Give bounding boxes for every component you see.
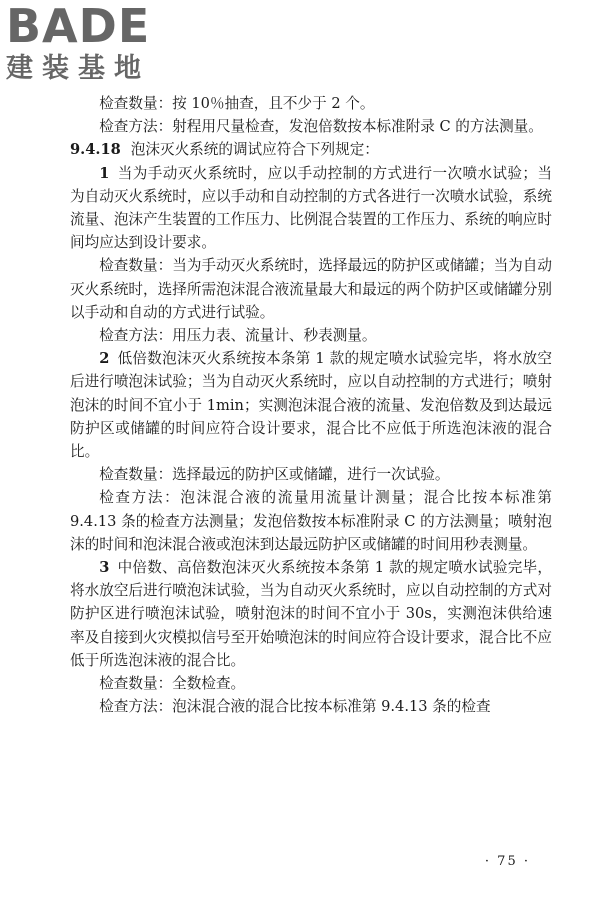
item-number: 3 bbox=[99, 559, 110, 577]
item-number: 1 bbox=[99, 164, 110, 182]
logo-wordmark bbox=[6, 0, 206, 53]
paragraph bbox=[70, 92, 552, 115]
paragraph-text: 检查方法：用压力表、流量计、秒表测量。 bbox=[99, 327, 377, 345]
document-body bbox=[70, 92, 552, 718]
list-item bbox=[70, 347, 552, 463]
logo-subtitle: 建装基地 bbox=[6, 53, 150, 84]
paragraph-text: 中倍数、高倍数泡沫灭火系统按本条第 1 款的规定喷水试验完毕，将水放空后进行喷泡沫试验，当为自动灭火系统时，应以自动控制的方式对防护区进行喷泡沫试验，喷射泡沫的时间不宜小于 30s，实测泡沫供给速率及自接到火灾模拟信号至开始喷泡沫的时间应符合设计要求，混合比不应低于所选泡沫液的混合比。 bbox=[70, 559, 552, 669]
paragraph-text: 检查数量：全数检查。 bbox=[99, 675, 246, 693]
list-item bbox=[70, 556, 552, 672]
page-number: · 75 · bbox=[484, 854, 530, 869]
paragraph-text: 泡沫灭火系统的调试应符合下列规定： bbox=[130, 141, 379, 159]
paragraph-text: 低倍数泡沫灭火系统按本条第 1 款的规定喷水试验完毕，将水放空后进行喷泡沫试验；当为自动灭火系统时，应以自动控制的方式进行；喷射泡沫的时间不宜小于 1min；实测泡沫混合液的流量、发泡倍数及到达最远防护区或储罐的时间应符合设计要求，混合比不应低于所选泡沫液的混合比。 bbox=[70, 350, 552, 461]
clause-heading bbox=[70, 138, 552, 161]
clause-number: 9.4.18 bbox=[70, 141, 121, 159]
bade-logo bbox=[6, 2, 206, 88]
paragraph bbox=[70, 695, 552, 718]
paragraph bbox=[70, 463, 552, 486]
list-item bbox=[70, 162, 552, 255]
paragraph bbox=[70, 115, 552, 138]
paragraph bbox=[70, 672, 552, 695]
paragraph bbox=[70, 254, 552, 324]
paragraph-text: 检查数量：按 10％抽查，且不少于 2 个。 bbox=[99, 95, 375, 112]
paragraph-text: 检查数量：选择最远的防护区或储罐，进行一次试验。 bbox=[99, 466, 450, 484]
item-number: 2 bbox=[99, 350, 110, 368]
paragraph bbox=[70, 486, 552, 556]
paragraph bbox=[70, 324, 552, 347]
paragraph-text: 检查数量：当为手动灭火系统时，选择最远的防护区或储罐；当为自动灭火系统时，选择所需泡沫混合液流量最大和最远的两个防护区或储罐分别以手动和自动的方式进行试验。 bbox=[70, 257, 552, 321]
paragraph-text: 当为手动灭火系统时，应以手动控制的方式进行一次喷水试验；当为自动灭火系统时，应以手动和自动控制的方式各进行一次喷水试验，系统流量、泡沫产生装置的工作压力、比例混合装置的工作压力、系统的响应时间均应达到设计要求。 bbox=[70, 164, 552, 252]
paragraph-text: 检查方法：泡沫混合液的混合比按本标准第 9.4.13 条的检查 bbox=[99, 698, 491, 716]
paragraph-text: 检查方法：泡沫混合液的流量用流量计测量；混合比按本标准第 9.4.13 条的检查方法测量；发泡倍数按本标准附录 C 的方法测量；喷射泡沫的时间和泡沫混合液或泡沫到达最远防护区或储罐的时间用秒表测量。 bbox=[70, 489, 552, 553]
paragraph-text: 检查方法：射程用尺量检查，发泡倍数按本标准附录 C 的方法测量。 bbox=[99, 118, 543, 136]
logo-word: BADE bbox=[6, 0, 151, 53]
